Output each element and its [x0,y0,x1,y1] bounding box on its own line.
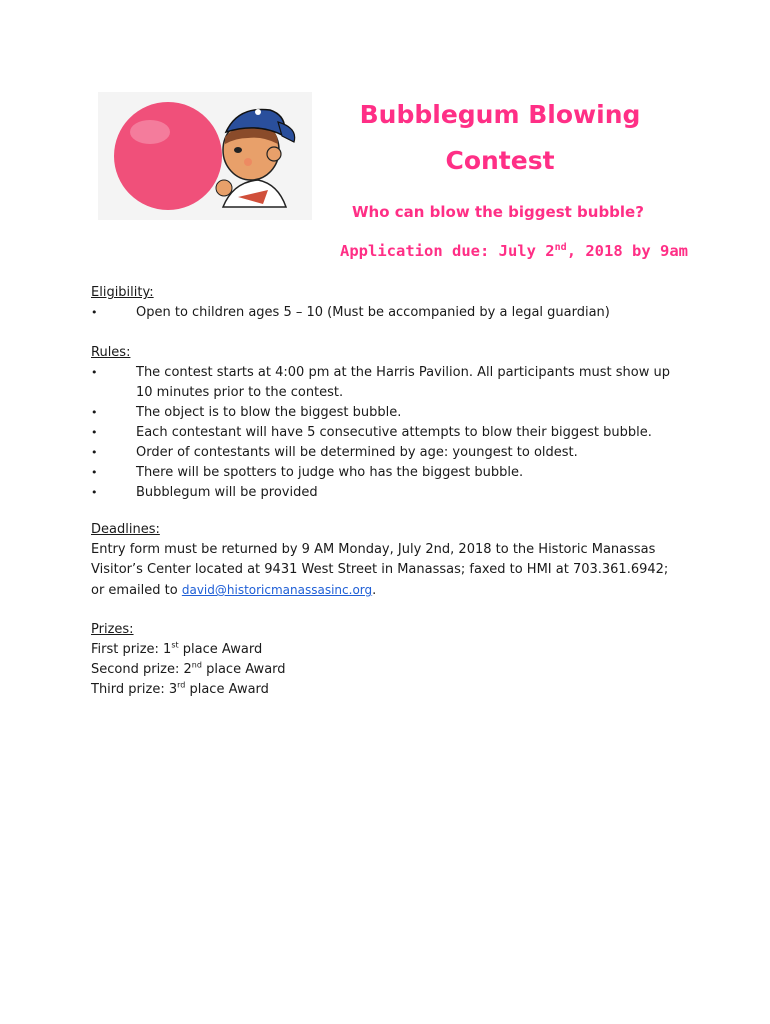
due-suffix: , 2018 by 9am [566,242,689,260]
rules-section [91,343,681,503]
list-item: • The object is to blow the biggest bubble. [91,403,681,423]
due-prefix: Application due: July 2 [340,242,555,260]
list-item: • Each contestant will have 5 consecutive attempts to blow their biggest bubble. [91,423,681,443]
list-item: • Open to children ages 5 – 10 (Must be accompanied by a legal guardian) [91,303,691,323]
rules-heading: Rules: [91,345,131,360]
due-ordinal: nd [554,241,567,253]
prize-first [91,640,691,660]
prize-third-ordinal: rd [177,680,186,690]
eligibility-heading: Eligibility: [91,285,154,300]
deadlines-heading: Deadlines: [91,522,160,537]
prize-third-suffix: place Award [185,682,269,697]
rules-list [91,363,681,503]
prize-second-ordinal: nd [191,660,202,670]
page-title-line-1: Bubblegum Blowing [359,100,641,129]
list-item: • There will be spotters to judge who has the biggest bubble. [91,463,681,483]
deadlines-end: . [372,583,377,598]
eligibility-section [91,283,691,323]
page-title-line-2: Contest [445,146,555,175]
boy-blowing-bubblegum-illustration [98,92,312,220]
prize-third-prefix: Third prize: 3 [91,682,178,697]
prize-first-prefix: First prize: 1 [91,642,172,657]
prize-third [91,680,691,700]
prize-second [91,660,691,680]
deadlines-section [91,520,671,601]
deadlines-text [91,540,671,601]
prizes-section [91,620,691,700]
prize-second-prefix: Second prize: 2 [91,662,192,677]
prize-first-ordinal: st [171,640,179,650]
tagline: Who can blow the biggest bubble? [352,203,644,221]
eligibility-list [91,303,691,323]
list-item: • Order of contestants will be determined by age: youngest to oldest. [91,443,681,463]
list-item: • Bubblegum will be provided [91,483,681,503]
deadlines-body: Entry form must be returned by 9 AM Monday, July 2nd, 2018 to the Historic Manassas Visitor’s Center located at 9431 West Street in Manassas; faxed to HMI at 703.361.6942; or emailed to [91,542,669,598]
prizes-heading: Prizes: [91,622,134,637]
prize-second-suffix: place Award [201,662,286,677]
list-item: • The contest starts at 4:00 pm at the Harris Pavilion. All participants must show up 10 minutes prior to the contest. [91,363,681,403]
application-due-date [340,242,688,260]
email-link[interactable]: david@historicmanassasinc.org [181,583,373,597]
prize-first-suffix: place Award [178,642,263,657]
